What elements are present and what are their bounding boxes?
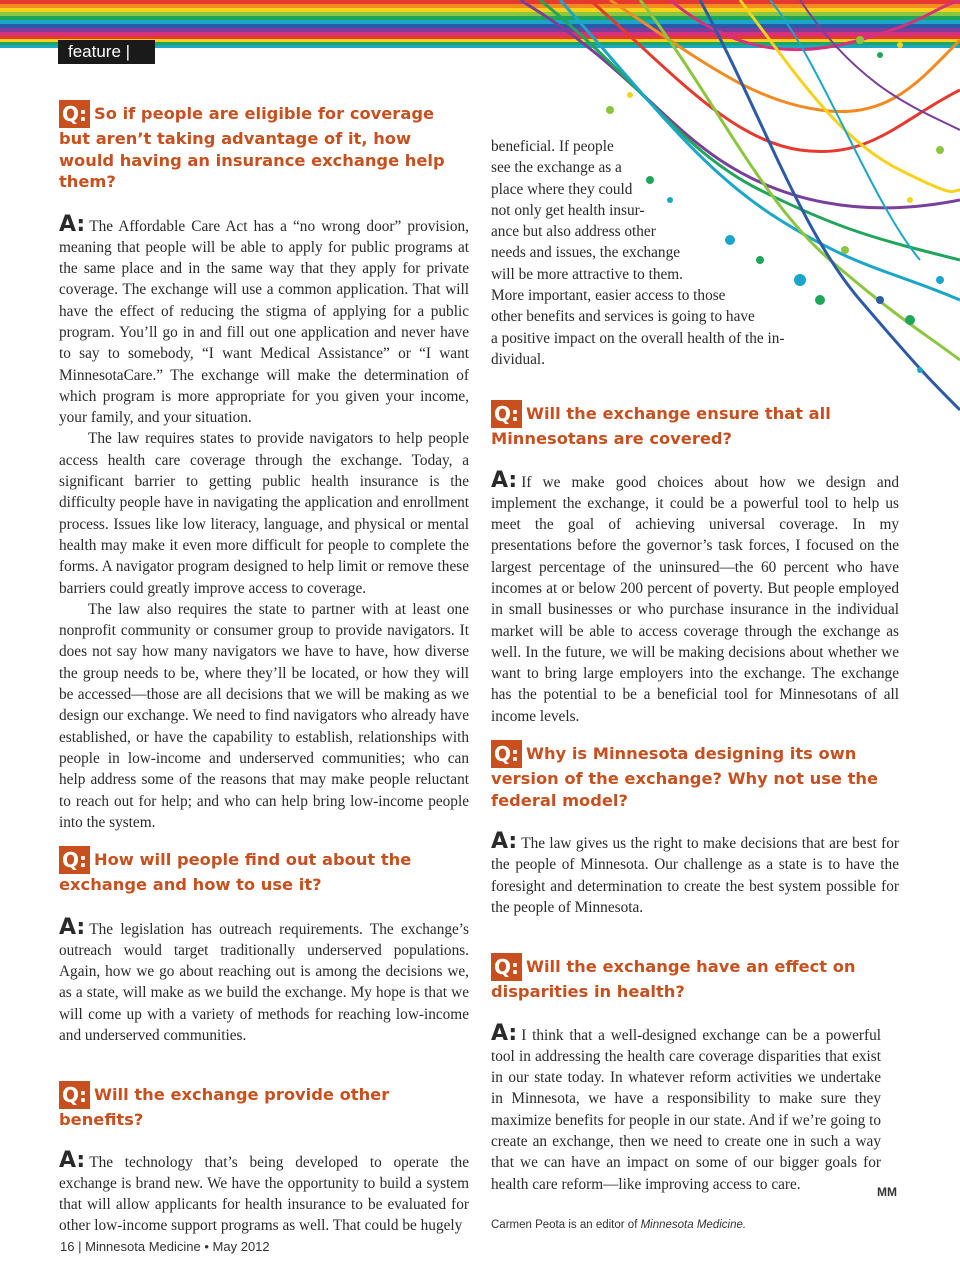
cont-line: beneficial. If people <box>491 138 614 155</box>
q-badge: Q: <box>491 400 522 428</box>
a-label: A: <box>491 829 518 854</box>
end-mark: MM <box>877 1185 897 1199</box>
answer-3-p1: A: The technology that’s being developed to operate the exchange is brand new. We have the opportunity to build a system that will allow applicants for health insurance to be evaluated for other low-income support programs as well. That could be hugely <box>59 1147 469 1235</box>
cont-line: not only get health insur- <box>491 201 645 219</box>
question-5: Q: Why is Minnesota designing its own version of the exchange? Why not use the federal model? <box>491 742 879 810</box>
cont-line: More important, easier access to those <box>491 287 726 305</box>
qa-block-4 <box>491 400 899 727</box>
question-4: Q: Will the exchange ensure that all Minnesotans are covered? <box>491 402 831 448</box>
cont-line: dividual. <box>491 350 545 368</box>
cont-line: ance but also address other <box>491 223 656 241</box>
q-badge: Q: <box>59 846 90 874</box>
page-number: 16 <box>60 1239 75 1254</box>
answer-2-p1: A: The legislation has outreach requirements. The exchange’s outreach would target traditionally underserved populations. Again, how we go about reaching out is among the decisions we, as a state, will make as we build the exchange. My hope is that we will come up with a variety of methods for reaching low-income and underserved communities. <box>59 914 469 1044</box>
section-tab: feature | <box>58 40 155 64</box>
a-label: A: <box>491 467 518 493</box>
answer-4-p1: A: If we make good choices about how we design and implement the exchange, it could be a powerful tool to help us meet the goal of achieving universal coverage. In my presentations before the governor’s task forces, I focused on the largest percentage of the uninsured—the 60 percent who have incomes at or below 200 percent of poverty. But people employed in small businesses or who purchase insurance in the individual market will be able to access coverage through the exchange as well. In the future, we will be making decisions about whether we want to bring large employers into the exchange. The exchange has the potential to be a beneficial tool for Minnesotans of all income levels. <box>491 467 899 725</box>
qa-block-3 <box>59 1081 469 1237</box>
question-3: Q: Will the exchange provide other benefits? <box>59 1083 390 1129</box>
cont-line: place where they could <box>491 180 633 198</box>
continued-text <box>491 136 821 370</box>
qa-block-6 <box>491 953 899 1195</box>
q-badge: Q: <box>491 740 522 768</box>
page-footer: 16 | Minnesota Medicine • May 2012 <box>60 1239 270 1254</box>
qa-block-1 <box>59 100 469 833</box>
cont-line: will be more attractive to them. <box>491 265 683 283</box>
q-badge: Q: <box>491 953 522 981</box>
issue-date: May 2012 <box>212 1239 270 1254</box>
a-label: A: <box>59 914 86 940</box>
cont-line: needs and issues, the exchange <box>491 244 681 262</box>
answer-5-p1: A: The law gives us the right to make decisions that are best for the people of Minnesota. Our challenge as a state is to have the foresight and determination to create the best system possible for the people of Minnesota. <box>491 829 899 916</box>
question-6: Q: Will the exchange have an effect on disparities in health? <box>491 955 856 1001</box>
q-badge: Q: <box>59 100 90 128</box>
answer-1-p3: The law also requires the state to partner with at least one nonprofit community or consumer group to provide navigators. It does not say how many navigators we have to have, how diverse the group needs to be, where they’ll be located, or how they will be accessed—those are all decisions that we will be making as we design our exchange. We need to find navigators who already have established, or have the capability to establish, relationships with people in low-income and underserved communities; who can help address some of the reasons that may make people reluctant to reach out for help; and who can help bring low-income people into the system. <box>59 600 469 831</box>
cont-line: a positive impact on the overall health of the in- <box>491 329 785 347</box>
a-label: A: <box>59 1147 86 1173</box>
q-badge: Q: <box>59 1081 90 1109</box>
a-label: A: <box>59 211 86 237</box>
a-label: A: <box>491 1020 518 1046</box>
answer-1-p2: The law requires states to provide navigators to help people access health care coverage through the exchange. Today, a significant barrier to getting public health insurance is the difficulty people have in navigating the application and enrollment process. Issues like low literacy, language, and physical or mental health may make it even more difficult for people to complete the forms. A navigator program designed to help limit or remove these barriers could greatly improve access to coverage. <box>59 430 469 597</box>
author-credit: Carmen Peota is an editor of Minnesota Medicine. <box>491 1219 747 1231</box>
question-2: Q: How will people find out about the exchange and how to use it? <box>59 848 412 894</box>
cont-line: see the exchange as a <box>491 159 622 177</box>
qa-block-2 <box>59 846 469 1046</box>
answer-6-p1: A: I think that a well-designed exchange can be a powerful tool in addressing the health care coverage disparities that exist in our state today. In whatever reform activities we undertake in Minnesota, we have a responsibility to make sure they maximize benefits for people in our state. And if we’re going to create an exchange, then we need to create one in such a way that we can have an impact on some of our bigger goals for health care reform—like improving access to care. <box>491 1020 881 1193</box>
publication-name: Minnesota Medicine <box>85 1239 201 1254</box>
question-1: Q: So if people are eligible for coverage but aren’t taking advantage of it, how would having an insurance exchange help them? <box>59 102 445 191</box>
answer-1-p1: A: The Affordable Care Act has a “no wrong door” provision, meaning that people will be able to apply for public programs at the same place and in the same way that they apply for private coverage. The exchange will use a common application. That will have the effect of reducing the stigma of applying for a public program. You’ll go in and fill out one application and never have to say to somebody, “I want Medical Assistance” or “I want MinnesotaCare.” The exchange will make the determination of which program is more appropriate for you given your income, your family, and your situation. <box>59 211 469 427</box>
cont-line: other benefits and services is going to have <box>491 308 755 326</box>
qa-block-5 <box>491 740 899 918</box>
